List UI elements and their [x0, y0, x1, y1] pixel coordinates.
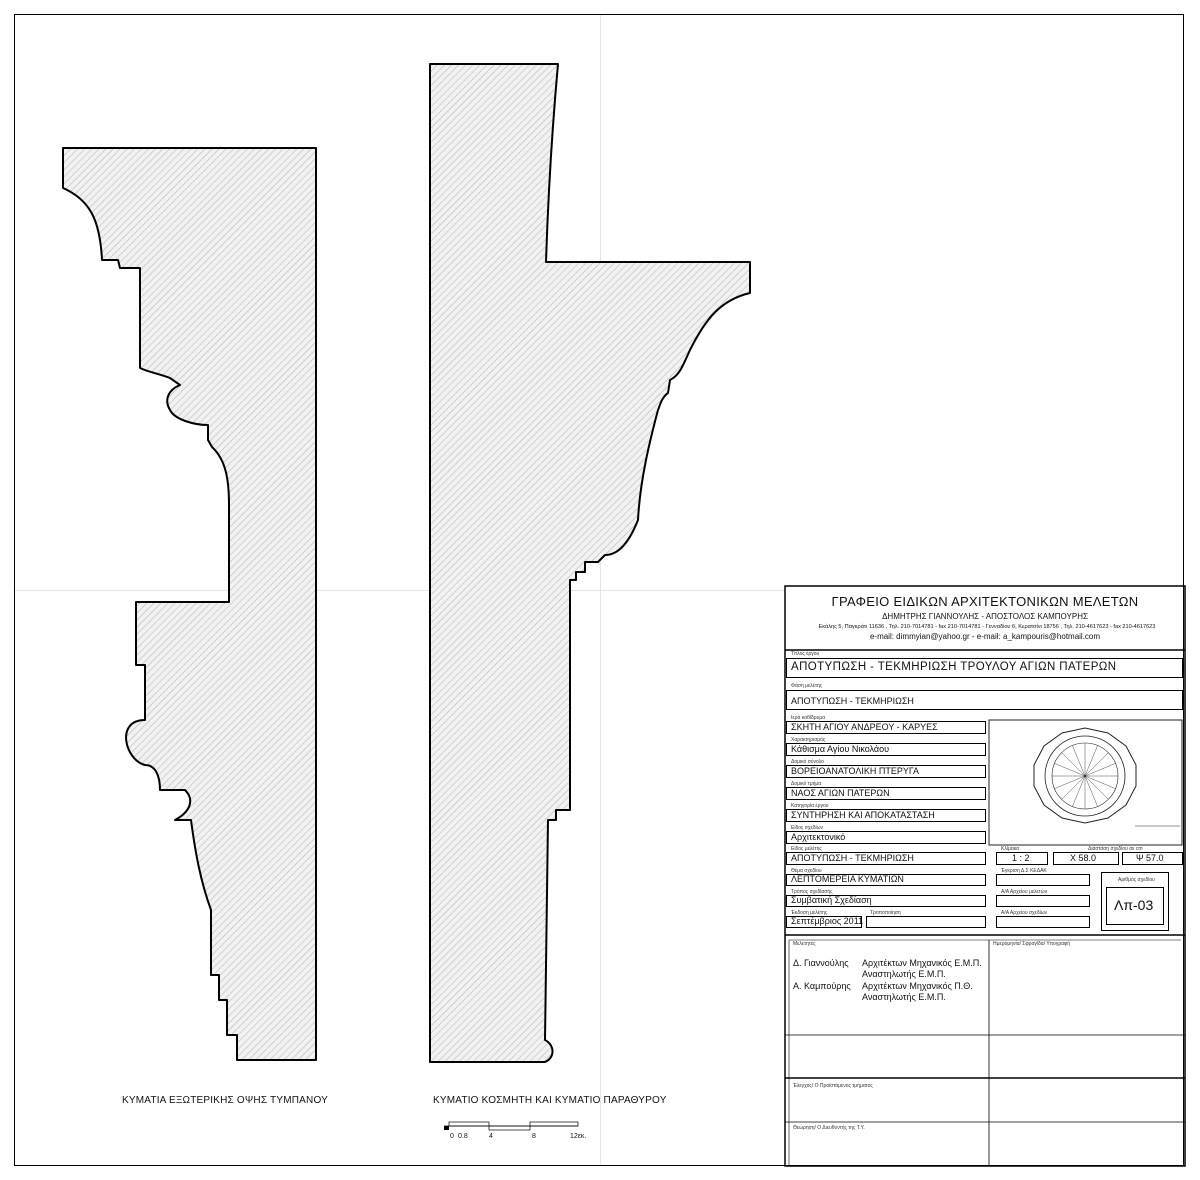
- office-header: [785, 586, 1185, 650]
- building-complex-label: Δομικό σύνολο: [791, 759, 824, 765]
- study-phase-value: ΑΠΟΤΥΠΩΣΗ - ΤΕΚΜΗΡΙΩΣΗ: [791, 696, 914, 706]
- dome-spoke-line: [1085, 753, 1108, 776]
- dimensions-y-value: Ψ 57.0: [1136, 853, 1164, 863]
- designers-label: Μελετητές: [793, 941, 816, 947]
- building-part-label: Δομικό τμήμα: [791, 781, 822, 787]
- approval-box: [996, 874, 1090, 886]
- archive-drawing-box: [996, 916, 1090, 928]
- caption-left: ΚΥΜΑΤΙΑ ΕΞΩΤΕΡΙΚΗΣ ΟΨΗΣ ΤΥΜΠΑΝΟΥ: [122, 1095, 328, 1106]
- holy-monastery-value: ΣΚΗΤΗ ΑΓΙΟΥ ΑΝΔΡΕΟΥ - ΚΑΡΥΕΣ: [791, 722, 938, 732]
- scale-bar: [444, 1122, 578, 1130]
- scale-tick-4: 12εκ.: [570, 1133, 587, 1140]
- dimensions-label: Διάσταση σχεδίου σε cm: [1088, 846, 1143, 852]
- project-title-label: Τίτλος έργου: [791, 651, 820, 657]
- dome-spoke-line: [1062, 753, 1085, 776]
- checked-label: Έλεγχος/ Ο Προϊστάμενος τμήματος: [793, 1083, 873, 1089]
- drawing-subject-value: ΛΕΠΤΟΜΕΡΕΙΑ ΚΥΜΑΤΙΩΝ: [791, 874, 904, 884]
- designer-2-title2: Αναστηλωτής Ε.Μ.Π.: [862, 992, 946, 1002]
- drawing-type-label: Είδος σχεδίων: [791, 825, 824, 831]
- archive-study-box: [996, 895, 1090, 907]
- study-type-label: Είδος μελέτης: [791, 846, 822, 852]
- project-title-value: ΑΠΟΤΥΠΩΣΗ - ΤΕΚΜΗΡΙΩΣΗ ΤΡΟΥΛΟΥ ΑΓΙΩΝ ΠΑΤΕΡΩΝ: [791, 661, 1117, 673]
- drawing-no-value: Λπ-03: [1114, 897, 1154, 913]
- drawing-type-value: Αρχιτεκτονικό: [791, 832, 846, 842]
- scale-label: Κλίμακα: [1001, 846, 1020, 852]
- characterization-value: Κάθισμα Αγίου Νικολάου: [791, 744, 890, 754]
- scale-tick-1: 0.8: [458, 1133, 468, 1140]
- revision-label: Τροποποίηση: [870, 910, 901, 916]
- designer-1-title2: Αναστηλωτής Ε.Μ.Π.: [862, 969, 946, 979]
- designer-2-name: Α. Καμπούρης: [793, 981, 851, 991]
- dome-spoke-line: [1062, 776, 1085, 799]
- designer-1-name: Δ. Γιαννούλης: [793, 958, 849, 968]
- drawing-method-label: Τρόπος σχεδίασης: [791, 889, 833, 895]
- drawing-no-label: Αριθμός σχεδίου: [1118, 877, 1155, 883]
- office-address: Εκάλης 5, Παγκράτι 11636 , Τηλ. 210-7014781 - fax 210-7014781 - Γενναδίου 6, Κερατσίνι 18756 , Τηλ. 210-4617623 - fax 210-4617623: [818, 624, 1156, 630]
- office-name: ΓΡΑΦΕΙΟ ΕΙΔΙΚΩΝ ΑΡΧΙΤΕΚΤΟΝΙΚΩΝ ΜΕΛΕΤΩΝ: [831, 594, 1139, 609]
- office-partners: ΔΗΜΗΤΡΗΣ ΓΙΑΝΝΟΥΛΗΣ - ΑΠΟΣΤΟΛΟΣ ΚΑΜΠΟΥΡΗΣ: [882, 612, 1088, 621]
- designer-2-title1: Αρχιτέκτων Μηχανικός Π.Θ.: [862, 981, 973, 991]
- building-complex-value: ΒΟΡΕΙΟΑΝΑΤΟΛΙΚΗ ΠΤΕΡΥΓΑ: [791, 766, 920, 776]
- scale-tick-2: 4: [489, 1133, 493, 1140]
- study-date-value: Σεπτέμβριος 2011: [791, 916, 864, 926]
- study-type-value: ΑΠΟΤΥΠΩΣΗ - ΤΕΚΜΗΡΙΩΣΗ: [791, 853, 914, 863]
- work-category-label: Κατηγορία έργου: [791, 803, 829, 809]
- archive-drawing-label: Α/Α Αρχείου σχεδίων: [1001, 910, 1048, 916]
- study-date-label: Έκδοση μελέτης: [791, 910, 828, 916]
- revision-box: [866, 916, 986, 928]
- approval-label: Έγκριση Δ.Σ ΚΕΔΑΚ: [1001, 868, 1047, 874]
- holy-monastery-label: Ιερά καθίδρυμα: [791, 715, 826, 721]
- work-category-value: ΣΥΝΤΗΡΗΣΗ ΚΑΙ ΑΠΟΚΑΤΑΣΤΑΣΗ: [791, 810, 935, 820]
- cornice-window-moulding-profile: [430, 64, 750, 1062]
- building-part-value: ΝΑΟΣ ΑΓΙΩΝ ΠΑΤΕΡΩΝ: [791, 788, 890, 798]
- office-email: e-mail: dimmyian@yahoo.gr - e-mail: a_kampouris@hotmail.com: [869, 632, 1101, 641]
- caption-right: ΚΥΜΑΤΙΟ ΚΟΣΜΗΤΗ ΚΑΙ ΚΥΜΑΤΙΟ ΠΑΡΑΘΥΡΟΥ: [433, 1095, 667, 1106]
- drawing-method-value: Συμβατική Σχεδίαση: [791, 895, 872, 905]
- archive-study-label: Α/Α Αρχείου μελετών: [1001, 889, 1048, 895]
- scale-value: 1 : 2: [1012, 853, 1030, 863]
- characterization-label: Χαρακτηρισμός: [791, 737, 826, 743]
- dome-plan-thumbnail: [989, 720, 1182, 845]
- study-phase-label: Φάση μελέτης: [791, 683, 823, 689]
- tympanum-moulding-profile: [63, 148, 316, 1060]
- drawing-subject-label: Θέμα σχεδίου: [791, 868, 822, 874]
- scale-tick-0: 0: [450, 1133, 454, 1140]
- designer-1-title1: Αρχιτέκτων Μηχανικός Ε.Μ.Π.: [862, 958, 982, 968]
- dimensions-x-value: X 58.0: [1070, 853, 1097, 863]
- scale-tick-3: 8: [532, 1133, 536, 1140]
- signature-label: Ημερομηνία/ Σφραγίδα/ Υπογραφή: [993, 941, 1071, 947]
- dome-spoke-line: [1085, 776, 1108, 799]
- viewed-label: Θεώρηση/ Ο Διευθυντής της Τ.Υ.: [793, 1125, 865, 1131]
